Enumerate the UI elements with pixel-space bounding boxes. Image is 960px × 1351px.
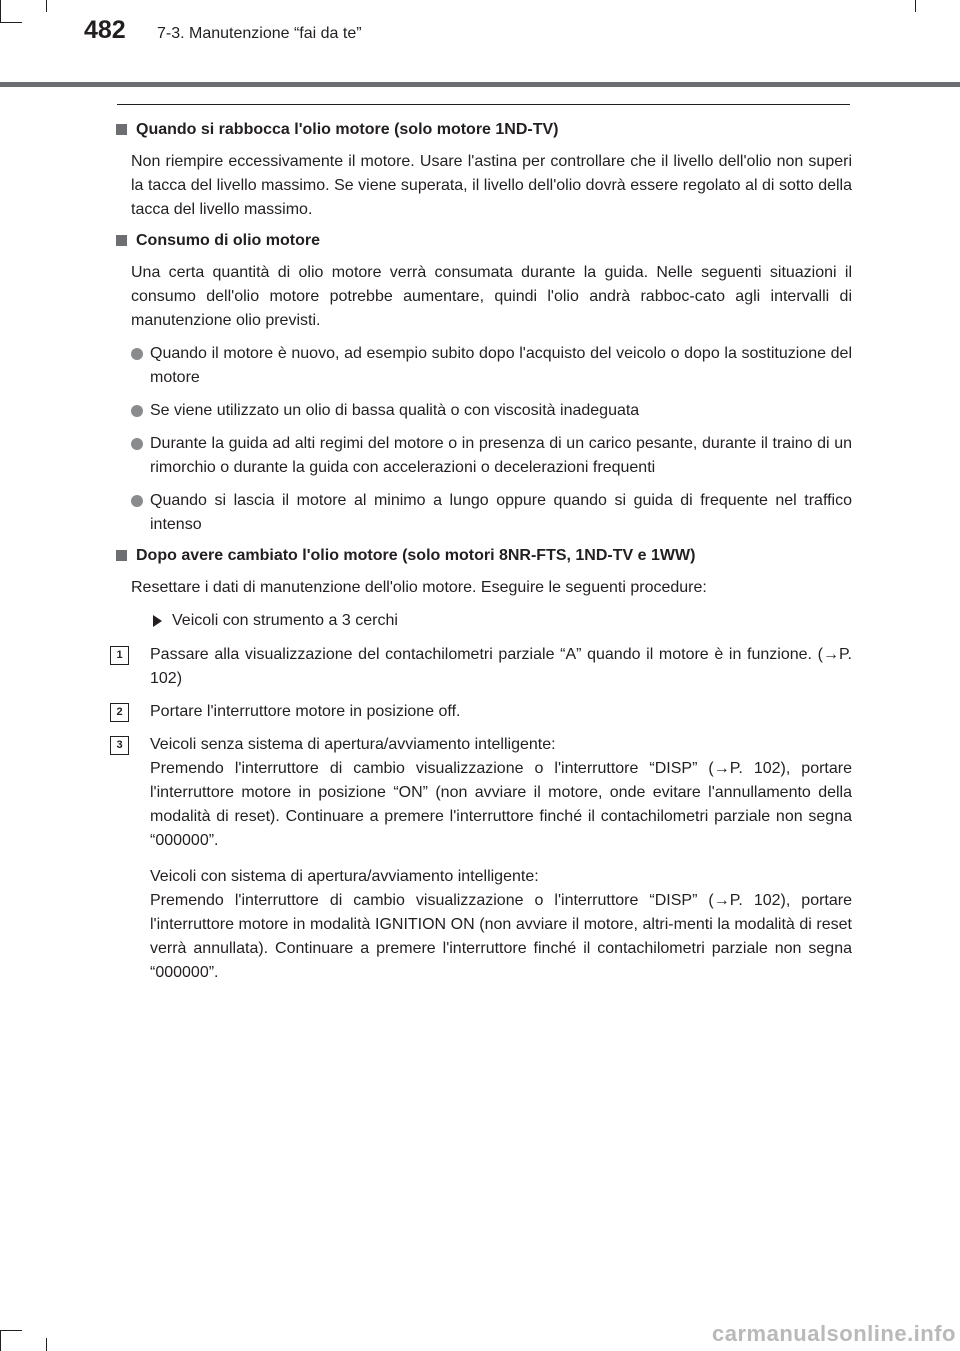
heading-text: Quando si rabbocca l'olio motore (solo motore 1ND-TV) bbox=[136, 121, 559, 138]
step-item bbox=[116, 733, 852, 853]
crop-mark bbox=[0, 1330, 1, 1351]
page-header bbox=[0, 0, 960, 90]
list-item bbox=[131, 399, 852, 423]
step-text: Premendo l'interruttore di cambio visualizzazione o l'interruttore “DISP” (→P. 102), portare l'interruttore motore in modalità IGNITION ON (non avviare il motore, altri-menti la modalità di reset verrà annullata). Continuare a premere l'interruttore finché il contachilometri parziale non segna “000000”. bbox=[150, 892, 852, 981]
section-heading bbox=[110, 544, 852, 568]
watermark: carmanualsonline.info bbox=[712, 1321, 956, 1346]
step-item bbox=[116, 643, 852, 691]
running-head: 7-3. Manutenzione “fai da te” bbox=[157, 25, 362, 42]
square-bullet-icon bbox=[116, 550, 127, 561]
square-bullet-icon bbox=[116, 124, 127, 135]
step-condition: Veicoli con sistema di apertura/avviamento intelligente: bbox=[150, 868, 539, 885]
page-number: 482 bbox=[84, 16, 126, 44]
step-item bbox=[116, 700, 852, 724]
circle-bullet-icon bbox=[131, 495, 143, 507]
sub-heading-text: Veicoli con strumento a 3 cerchi bbox=[172, 612, 398, 629]
list-item-text: Se viene utilizzato un olio di bassa qualità o con viscosità inadeguata bbox=[150, 402, 640, 419]
crop-mark bbox=[46, 1338, 47, 1351]
page-content bbox=[110, 114, 852, 985]
step-number-box: 2 bbox=[110, 703, 129, 722]
paragraph: Non riempire eccessivamente il motore. Usare l'astina per controllare che il livello dell'olio non superi la tacca del livello massimo. Se viene superata, il livello dell'olio dovrà essere regolato al di sotto della tacca del livello massimo. bbox=[131, 153, 852, 218]
heading-text: Dopo avere cambiato l'olio motore (solo motori 8NR-FTS, 1ND-TV e 1WW) bbox=[136, 547, 696, 564]
circle-bullet-icon bbox=[131, 438, 143, 450]
list-item-text: Durante la guida ad alti regimi del motore o in presenza di un carico pesante, durante il traino di un rimorchio o durante la guida con accelerazioni o decelerazioni frequenti bbox=[150, 435, 852, 476]
step-number-box: 1 bbox=[110, 646, 129, 665]
paragraph: Una certa quantità di olio motore verrà consumata durante la guida. Nelle seguenti situazioni il consumo dell'olio motore potrebbe aumentare, quindi l'olio andrà rabboc-cato agli intervalli di manutenzione olio previsti. bbox=[131, 264, 852, 329]
step-text: Portare l'interruttore motore in posizione off. bbox=[150, 703, 461, 720]
list-item-text: Quando si lascia il motore al minimo a lungo oppure quando si guida di frequente nel traffico intenso bbox=[150, 492, 852, 533]
section-divider bbox=[117, 104, 850, 105]
step-condition: Veicoli senza sistema di apertura/avviamento intelligente: bbox=[150, 736, 556, 753]
list-item bbox=[131, 489, 852, 537]
header-rule bbox=[0, 82, 960, 87]
section-heading bbox=[110, 229, 852, 253]
step-text: Passare alla visualizzazione del contachilometri parziale “A” quando il motore è in funzione. (→P. 102) bbox=[150, 646, 852, 687]
step-continuation bbox=[150, 865, 852, 985]
step-text: Premendo l'interruttore di cambio visualizzazione o l'interruttore “DISP” (→P. 102), portare l'interruttore motore in posizione “ON” (non avviare il motore, onde evitare l'annullamento della modalità di reset). Continuare a premere l'interruttore finché il contachilometri parziale non segna “000000”. bbox=[150, 760, 852, 849]
circle-bullet-icon bbox=[131, 405, 143, 417]
square-bullet-icon bbox=[116, 235, 127, 246]
step-number-box: 3 bbox=[110, 736, 129, 755]
paragraph: Resettare i dati di manutenzione dell'olio motore. Eseguire le seguenti procedure: bbox=[131, 579, 707, 596]
sub-heading bbox=[153, 609, 852, 633]
heading-text: Consumo di olio motore bbox=[136, 232, 320, 249]
section-heading bbox=[110, 118, 852, 142]
circle-bullet-icon bbox=[131, 348, 143, 360]
list-item bbox=[131, 432, 852, 480]
triangle-arrow-icon bbox=[153, 615, 162, 627]
list-item bbox=[131, 342, 852, 390]
crop-mark bbox=[0, 1330, 22, 1331]
list-item-text: Quando il motore è nuovo, ad esempio subito dopo l'acquisto del veicolo o dopo la sostituzione del motore bbox=[150, 345, 852, 386]
